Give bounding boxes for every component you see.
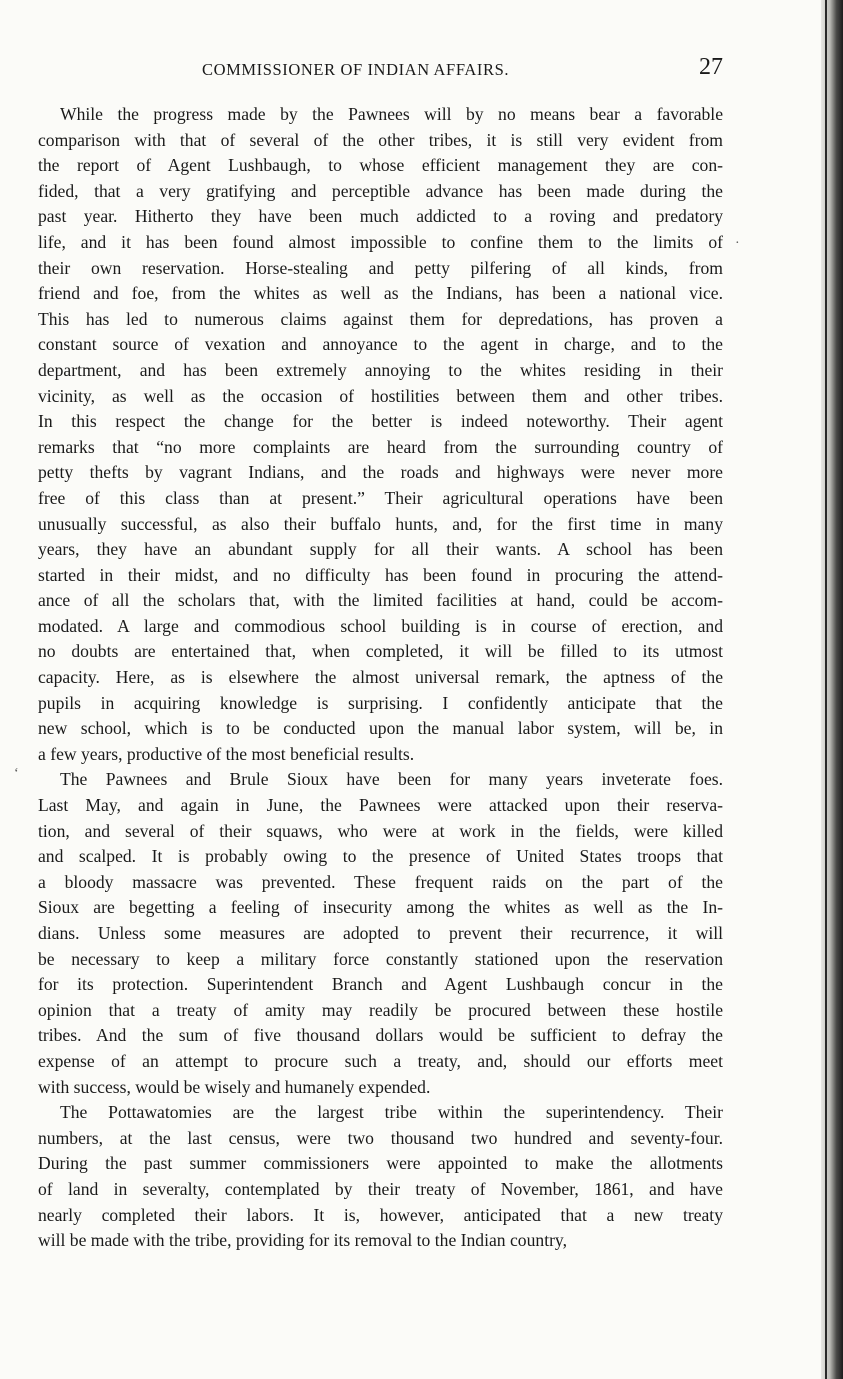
text-line: no doubts are entertained that, when completed, it will be filled to its utmost xyxy=(38,641,723,662)
text-line: comparison with that of several of the other tribes, it is still very evident from xyxy=(38,129,723,150)
text-line: ance of all the scholars that, with the limited facilities at hand, could be accom- xyxy=(38,590,723,611)
text-line: years, they have an abundant supply for all their wants. A school has been xyxy=(38,539,723,560)
text-line: free of this class than at present.” Their agricultural operations have been xyxy=(38,487,723,508)
text-line: new school, which is to be conducted upon the manual labor system, will be, in xyxy=(38,718,723,739)
text-line: The Pottawatomies are the largest tribe within the superintendency. Their xyxy=(60,1102,723,1123)
text-line: modated. A large and commodious school building is in course of erection, and xyxy=(38,615,723,636)
text-line: opinion that a treaty of amity may readily be procured between these hostile xyxy=(38,999,723,1020)
text-line: In this respect the change for the better is indeed noteworthy. Their agent xyxy=(38,411,723,432)
text-line: be necessary to keep a military force constantly stationed upon the reservation xyxy=(38,948,723,969)
text-line: friend and foe, from the whites as well as the Indians, has been a national vice. xyxy=(38,283,723,304)
margin-speck: · xyxy=(735,236,740,251)
text-line: While the progress made by the Pawnees will by no means bear a favorable xyxy=(60,104,723,124)
text-line: pupils in acquiring knowledge is surprising. I confidently anticipate that the xyxy=(38,692,723,713)
text-line: This has led to numerous claims against them for depredations, has proven a xyxy=(38,308,723,329)
page-number: 27 xyxy=(699,54,723,80)
text-line: dians. Unless some measures are adopted to prevent their recurrence, it will xyxy=(38,923,723,943)
text-line: Sioux are begetting a feeling of insecurity among the whites as well as the In- xyxy=(38,897,723,918)
text-line: their own reservation. Horse-stealing and petty pilfering of all kinds, from xyxy=(38,257,723,278)
text-line: petty thefts by vagrant Indians, and the roads and highways were never more xyxy=(38,462,723,483)
text-line: of land in severalty, contemplated by their treaty of November, 1861, and have xyxy=(38,1178,723,1199)
text-line: life, and it has been found almost impossible to confine them to the limits of xyxy=(38,231,723,252)
text-line: The Pawnees and Brule Sioux have been for many years inveterate foes. xyxy=(60,769,723,790)
page-edge-line xyxy=(825,0,827,1379)
text-line: with success, would be wisely and humanely expended. xyxy=(38,1076,431,1097)
text-line: past year. Hitherto they have been much addicted to a roving and predatory xyxy=(38,206,723,227)
margin-speck: ‘ xyxy=(14,766,19,781)
body-text xyxy=(38,102,723,1254)
text-line: During the past summer commissioners were appointed to make the allotments xyxy=(38,1153,723,1174)
text-line: remarks that “no more complaints are heard from the surrounding country of xyxy=(38,436,723,457)
text-line: tribes. And the sum of five thousand dollars would be sufficient to defray the xyxy=(38,1025,723,1046)
text-line: the report of Agent Lushbaugh, to whose efficient management they are con- xyxy=(38,155,723,176)
text-line: started in their midst, and no difficulty has been found in procuring the attend- xyxy=(38,564,723,585)
text-line: vicinity, as well as the occasion of hostilities between them and other tribes. xyxy=(38,385,723,406)
text-line: tion, and several of their squaws, who were at work in the fields, were killed xyxy=(38,820,723,841)
page-header xyxy=(38,54,723,88)
paragraph xyxy=(38,1100,723,1254)
text-line: will be made with the tribe, providing for its removal to the Indian country, xyxy=(38,1230,567,1251)
running-head: COMMISSIONER OF INDIAN AFFAIRS. xyxy=(202,60,510,79)
paragraph xyxy=(38,767,723,1100)
text-line: a few years, productive of the most beneficial results. xyxy=(38,743,415,764)
text-line: Last May, and again in June, the Pawnees were attacked upon their reserva- xyxy=(38,795,723,816)
text-line: numbers, at the last census, were two thousand two hundred and seventy-four. xyxy=(38,1127,723,1148)
text-line: constant source of vexation and annoyance to the agent in charge, and to the xyxy=(38,334,723,355)
text-line: unusually successful, as also their buffalo hunts, and, for the first time in many xyxy=(38,513,723,534)
paragraph xyxy=(38,102,723,767)
text-line: and scalped. It is probably owing to the presence of United States troops that xyxy=(38,846,723,867)
text-line: a bloody massacre was prevented. These frequent raids on the part of the xyxy=(38,871,723,892)
text-line: expense of an attempt to procure such a treaty, and, should our efforts meet xyxy=(38,1050,723,1071)
text-line: department, and has been extremely annoying to the whites residing in their xyxy=(38,359,723,380)
text-line: capacity. Here, as is elsewhere the almost universal remark, the aptness of the xyxy=(38,667,723,688)
text-line: for its protection. Superintendent Branch and Agent Lushbaugh concur in the xyxy=(38,974,723,995)
text-line: nearly completed their labors. It is, however, anticipated that a new treaty xyxy=(38,1204,723,1225)
text-line: fided, that a very gratifying and perceptible advance has been made during the xyxy=(38,180,723,201)
